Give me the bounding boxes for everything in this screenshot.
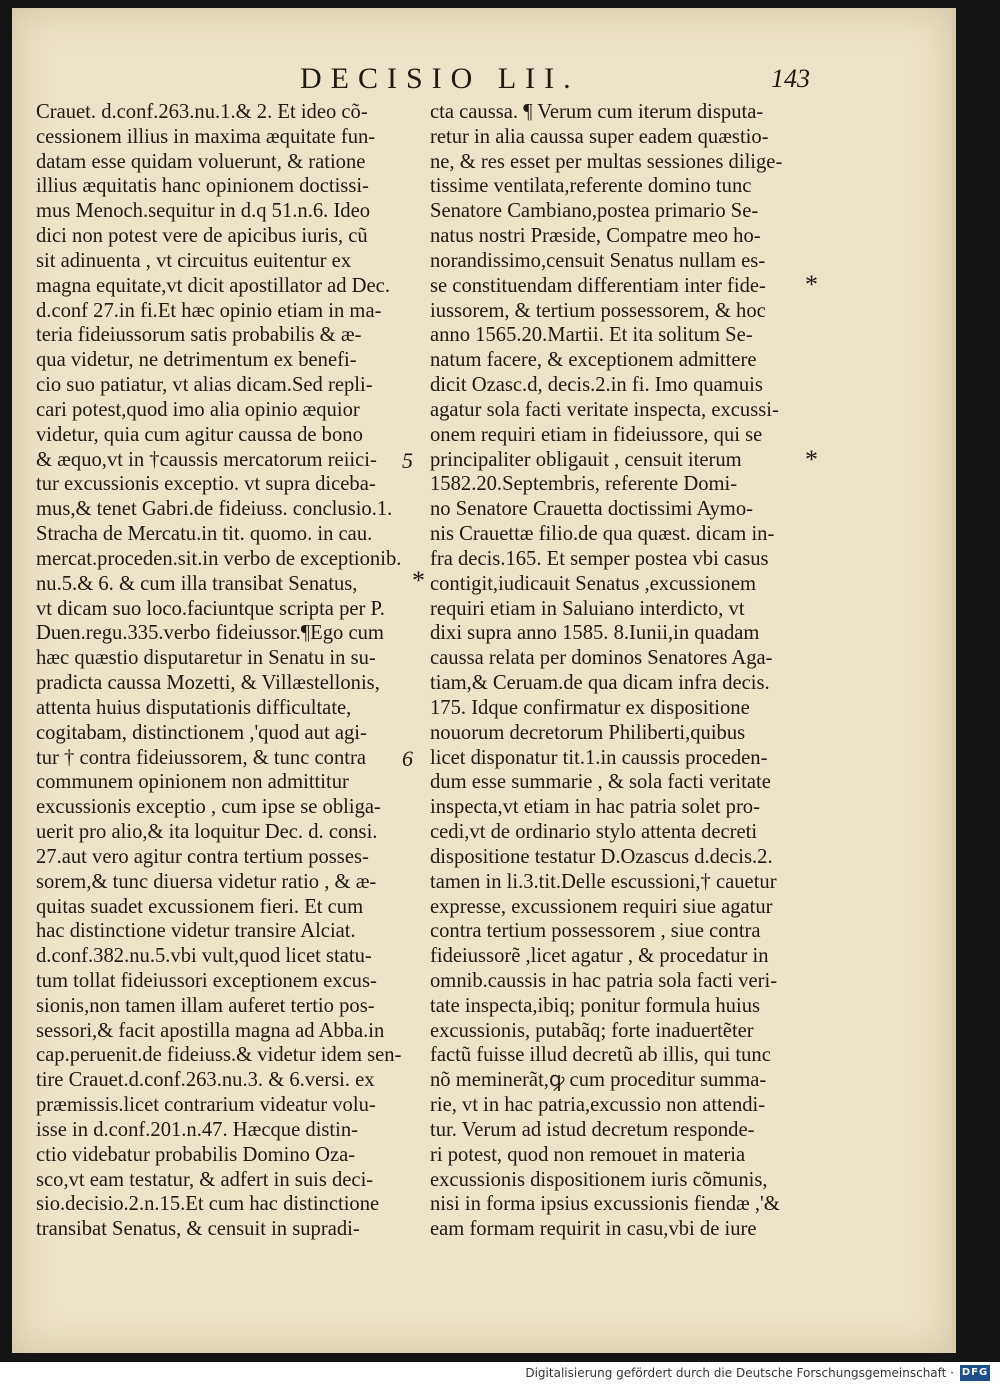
text-line: rie, vt in hac patria,excussio non attendi- bbox=[430, 1094, 766, 1117]
text-line: dixi supra anno 1585. 8.Iunii,in quadam bbox=[430, 622, 760, 645]
text-line: tire Crauet.d.conf.263.nu.3. & 6.versi. ex bbox=[36, 1069, 375, 1092]
text-line: tur. Verum ad istud decretum responde- bbox=[430, 1118, 755, 1141]
text-line: attenta huius disputationis difficultate, bbox=[36, 696, 352, 719]
text-line: quitas suadet excussionem fieri. Et cum bbox=[36, 895, 364, 918]
text-line: transibat Senatus, & censuit in supradi- bbox=[36, 1218, 360, 1241]
text-line: uerit pro alio,& ita loquitur Dec. d. consi. bbox=[36, 821, 378, 844]
page-number: 143 bbox=[771, 64, 810, 93]
text-line: præmissis.licet contrarium videatur volu- bbox=[36, 1094, 376, 1117]
text-line: 1582.20.Septembris, referente Domi- bbox=[430, 473, 738, 496]
text-line: dicit Ozasc.d, decis.2.in fi. Imo quamuis bbox=[430, 374, 763, 397]
text-line: isse in d.conf.201.n.47. Hæcque distin- bbox=[36, 1118, 359, 1141]
running-title: DECISIO LII. bbox=[300, 62, 580, 95]
text-line: iussorem, & tertium possessorem, & hoc bbox=[430, 299, 766, 322]
text-line: teria fideiussorum satis probabilis & æ- bbox=[36, 324, 362, 347]
text-line: pradicta caussa Mozetti, & Villæstellonis, bbox=[36, 672, 380, 695]
text-line: videtur, quia cum agitur caussa de bono bbox=[36, 423, 363, 446]
margin-note-number: 6 bbox=[402, 746, 413, 771]
text-line: 175. Idque confirmatur ex dispositione bbox=[430, 696, 750, 719]
text-line: excussionis exceptio , cum ipse se obliga- bbox=[36, 796, 381, 819]
text-line: onem requiri etiam in fideiussore, qui se bbox=[430, 423, 763, 446]
text-line: excussionis, putabãq; forte inaduertẽter bbox=[430, 1019, 754, 1042]
text-line: fideiussorẽ ,licet agatur , & procedatur in bbox=[430, 945, 769, 968]
text-line: ne, & res esset per multas sessiones dilige- bbox=[430, 150, 783, 173]
text-line: ri potest, quod non remouet in materia bbox=[430, 1143, 746, 1166]
text-line: sionis,non tamen illam auferet tertio pos- bbox=[36, 994, 375, 1017]
text-line: nis Crauettæ filio.de qua quæst. dicam in- bbox=[430, 523, 775, 546]
text-line: dum esse summarie , & sola facti veritate bbox=[430, 771, 771, 794]
text-line: mercat.proceden.sit.in verbo de exceptionib. bbox=[36, 547, 402, 570]
margin-note-number: 5 bbox=[402, 448, 413, 473]
margin-asterisk: * bbox=[805, 445, 818, 474]
left-text-column bbox=[36, 100, 406, 1242]
text-line: se constituendam differentiam inter fide- bbox=[430, 274, 766, 297]
text-line: anno 1565.20.Martii. Et ita solitum Se- bbox=[430, 324, 753, 347]
text-line: Crauet. d.conf.263.nu.1.& 2. Et ideo cõ- bbox=[36, 101, 368, 123]
text-line: Senatore Cambiano,postea primario Se- bbox=[430, 200, 759, 223]
text-line: tum tollat fideiussori exceptionem excus- bbox=[36, 969, 377, 992]
text-line: cessionem illius in maxima æquitate fun- bbox=[36, 125, 376, 148]
text-line: requiri etiam in Saluiano interdicto, vt bbox=[430, 597, 745, 620]
text-line: d.conf.382.nu.5.vbi vult,quod licet statu- bbox=[36, 945, 372, 968]
margin-asterisk: * bbox=[412, 566, 425, 595]
text-line: mus,& tenet Gabri.de fideiuss. conclusio.1. bbox=[36, 498, 393, 521]
text-line: sit adinuenta , vt circuitus euitentur ex bbox=[36, 249, 352, 272]
text-line: nu.5.& 6. & cum illa transibat Senatus, bbox=[36, 572, 358, 595]
text-line: hæc quæstio disputaretur in Senatu in su- bbox=[36, 647, 376, 670]
text-line: principaliter obligauit , censuit iterum bbox=[430, 448, 742, 471]
text-line: nouorum decretorum Philiberti,quibus bbox=[430, 721, 746, 744]
text-line: sio.decisio.2.n.15.Et cum hac distinctione bbox=[36, 1193, 380, 1216]
text-line: expresse, excussionem requiri siue agatur bbox=[430, 895, 773, 918]
text-line: nõ meminerãt,ꝙ cum proceditur summa- bbox=[430, 1069, 767, 1092]
text-line: d.conf 27.in fi.Et hæc opinio etiam in ma- bbox=[36, 299, 382, 322]
text-line: 27.aut vero agitur contra tertium posses- bbox=[36, 845, 369, 868]
text-line: hac distinctione videtur transire Alciat. bbox=[36, 920, 356, 943]
text-line: qua videtur, ne detrimentum ex benefi- bbox=[36, 349, 357, 372]
text-line: dici non potest vere de apicibus iuris, cũ bbox=[36, 225, 368, 248]
text-line: inspecta,vt etiam in hac patria solet pro- bbox=[430, 796, 760, 819]
footer-bar bbox=[0, 1362, 1000, 1385]
text-line: tur † contra fideiussorem, & tunc contra bbox=[36, 746, 366, 769]
text-line: mus Menoch.sequitur in d.q 51.n.6. Ideo bbox=[36, 200, 371, 223]
funding-credit: Digitalisierung gefördert durch die Deutsche Forschungsgemeinschaft · bbox=[525, 1366, 954, 1380]
text-line: natum facere, & exceptionem admittere bbox=[430, 349, 757, 372]
text-line: nisi in forma ipsius excussionis fiendæ ,'& bbox=[430, 1193, 780, 1216]
text-line: cio suo patiatur, vt alias dicam.Sed repli- bbox=[36, 374, 373, 397]
text-line: dispositione testatur D.Ozascus d.decis.2. bbox=[430, 845, 773, 868]
text-line: tamen in li.3.tit.Delle escussioni,† cauetur bbox=[430, 870, 777, 893]
text-line: vt dicam suo loco.faciuntque scripta per P. bbox=[36, 597, 385, 620]
text-line: datam esse quidam voluerunt, & ratione bbox=[36, 150, 366, 173]
text-line: & æquo,vt in †caussis mercatorum reiici- bbox=[36, 448, 377, 471]
text-line: omnib.caussis in hac patria sola facti veri- bbox=[430, 969, 778, 992]
page-header bbox=[290, 62, 810, 102]
text-line: factũ fuisse illud decretũ ab illis, qui tunc bbox=[430, 1044, 771, 1067]
text-line: contra tertium possessorem , siue contra bbox=[430, 920, 761, 943]
text-line: sco,vt eam testatur, & adfert in suis deci- bbox=[36, 1168, 374, 1191]
text-line: norandissimo,censuit Senatus nullam es- bbox=[430, 249, 766, 272]
text-line: Stracha de Mercatu.in tit. quomo. in cau. bbox=[36, 523, 373, 546]
right-text-column bbox=[430, 100, 800, 1242]
text-line: natus nostri Præside, Compatre meo ho- bbox=[430, 225, 761, 248]
text-line: illius æquitatis hanc opinionem doctissi- bbox=[36, 175, 369, 198]
margin-asterisk: * bbox=[805, 270, 818, 299]
text-line: sorem,& tunc diuersa videtur ratio , & æ- bbox=[36, 870, 377, 893]
text-line: contigit,iudicauit Senatus ,excussionem bbox=[430, 572, 757, 595]
text-line: cap.peruenit.de fideiuss.& videtur idem sen- bbox=[36, 1044, 402, 1067]
text-line: tissime ventilata,referente domino tunc bbox=[430, 175, 752, 198]
text-line: Duen.regu.335.verbo fideiussor.¶Ego cum bbox=[36, 622, 384, 645]
text-line: cari potest,quod imo alia opinio æquior bbox=[36, 398, 360, 421]
text-line: no Senatore Crauetta doctissimi Aymo- bbox=[430, 498, 753, 521]
text-line: tate inspecta,ibiq; ponitur formula huius bbox=[430, 994, 761, 1017]
text-line: agatur sola facti veritate inspecta, excussi- bbox=[430, 398, 779, 421]
text-line: fra decis.165. Et semper postea vbi casus bbox=[430, 547, 769, 570]
text-line: communem opinionem non admittitur bbox=[36, 771, 349, 794]
text-line: licet disponatur tit.1.in caussis proceden- bbox=[430, 746, 768, 769]
text-line: sessori,& facit apostilla magna ad Abba.in bbox=[36, 1019, 385, 1042]
text-line: excussionis dispositionem iuris cõmunis, bbox=[430, 1168, 768, 1191]
text-line: retur in alia caussa super eadem quæstio- bbox=[430, 125, 769, 148]
dfg-logo: DFG bbox=[960, 1365, 990, 1381]
text-line: magna equitate,vt dicit apostillator ad Dec. bbox=[36, 274, 390, 297]
text-line: cta caussa. ¶ Verum cum iterum disputa- bbox=[430, 101, 764, 123]
text-line: caussa relata per dominos Senatores Aga- bbox=[430, 647, 773, 670]
text-line: eam formam requirit in casu,vbi de iure bbox=[430, 1218, 757, 1241]
page-edge bbox=[952, 8, 956, 1353]
text-line: tiam,& Ceruam.de qua dicam infra decis. bbox=[430, 672, 770, 695]
text-line: cogitabam, distinctionem ,'quod aut agi- bbox=[36, 721, 367, 744]
text-line: tur excussionis exceptio. vt supra diceba- bbox=[36, 473, 376, 496]
text-line: cedi,vt de ordinario stylo attenta decreti bbox=[430, 821, 758, 844]
text-line: ctio videbatur probabilis Domino Oza- bbox=[36, 1143, 356, 1166]
